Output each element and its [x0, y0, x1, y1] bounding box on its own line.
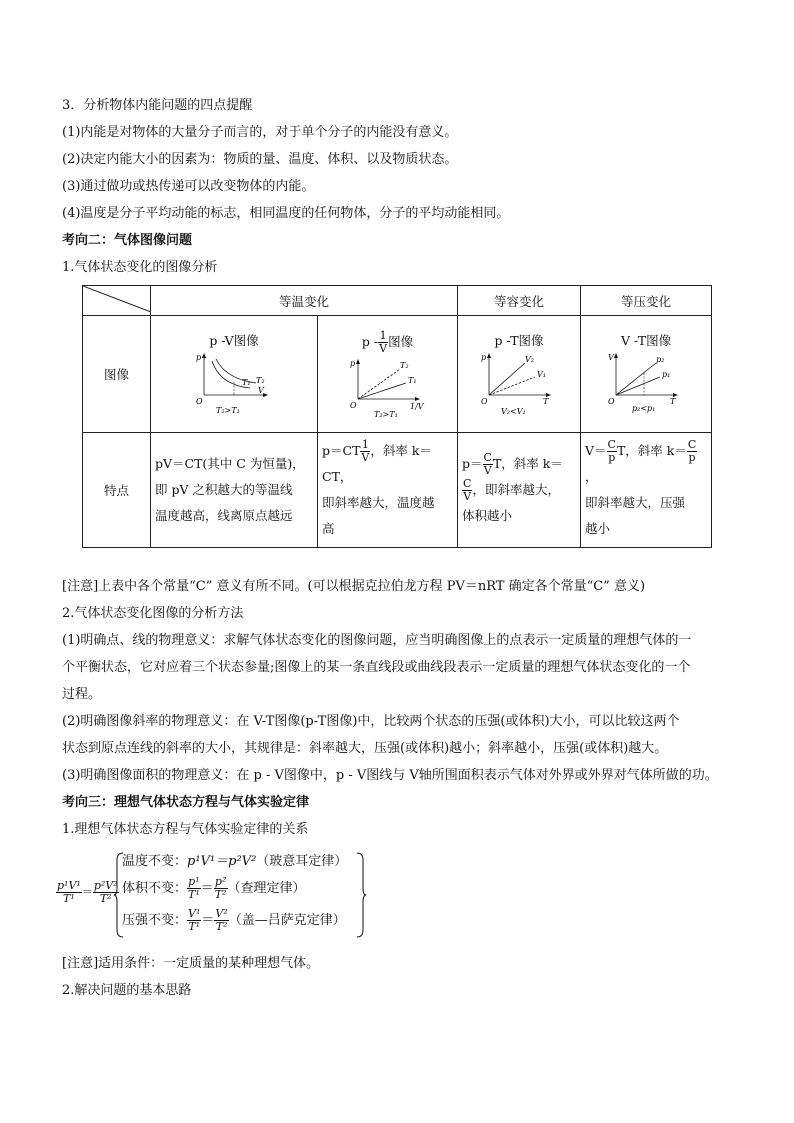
vt-origin-label: O: [608, 397, 615, 406]
feat4-c: ，: [585, 469, 598, 484]
section3-heading: 3．分析物体内能问题的四点提醒: [62, 98, 253, 113]
feat2-line1: [322, 438, 453, 490]
topic3-note: [注意]适用条件：一定质量的某种理想气体。: [62, 956, 320, 971]
topic2-note: [注意]上表中各个常量“C” 意义有所不同。(可以根据克拉伯龙方程 PV＝nRT 确定各个常量“C” 意义): [62, 579, 646, 594]
frac-num: 1: [361, 438, 369, 451]
graph-cell-pv: [151, 316, 318, 433]
graph-title-prefix: p -: [361, 333, 379, 349]
frac-num: 1: [379, 328, 387, 342]
pv-curve-t2: T₂: [256, 376, 265, 385]
graph-title-suffix: 图像: [388, 333, 414, 349]
topic2-title: 考向二：气体图像问题: [62, 233, 193, 248]
piv-origin-label: O: [349, 400, 357, 410]
method-line-4: (2)明确图像斜率的物理意义：在 V-T图像(p-T图像)中，比较两个状态的压强(或体积)大小，可以比较这两个: [62, 714, 680, 729]
pt-origin-label: O: [481, 397, 488, 406]
law-boyle-expr: p¹V¹＝p²V²: [187, 854, 257, 869]
vt-condition: p₂<p₁: [632, 404, 656, 413]
topic2-sub2: 2.气体状态变化图像的分析方法: [62, 606, 244, 621]
pt-x-label: T: [543, 397, 549, 406]
main-eq-sign: ＝: [81, 885, 93, 899]
topic3-title: 考向三：理想气体状态方程与气体实验定律: [62, 795, 310, 810]
law-charles-label: 体积不变：: [122, 881, 188, 896]
frac-num: p¹V¹: [57, 879, 81, 892]
main-equation: [56, 880, 119, 905]
feat4-frac2: [687, 439, 697, 464]
piv-condition: T₂>T₁: [373, 409, 398, 419]
piv-line-t1: T₁: [407, 375, 417, 385]
feat4-a: V＝: [585, 443, 607, 458]
one-over-v-fraction: [378, 330, 388, 355]
piv-line-t2: T₂: [399, 360, 409, 370]
feat2-b: ，斜率 k＝CT，: [322, 443, 432, 484]
diagonal-header-cell: [83, 286, 151, 316]
feature-isobaric: [581, 433, 712, 548]
topic3-sub1: 1.理想气体状态方程与气体实验定律的关系: [62, 822, 309, 837]
law-gay-lussac-label: 压强不变：: [122, 913, 188, 928]
header-isobaric: 等压变化: [581, 286, 712, 316]
gas-graph-table: [82, 285, 712, 548]
feat3-l2: ，即斜率越大，: [472, 482, 560, 497]
pv-condition: T₂>T₁: [216, 406, 240, 415]
feature-isothermal-p-inv-v: [318, 433, 458, 548]
feat2-a: p＝CT: [322, 443, 361, 458]
law-charles-isochoric: [122, 876, 306, 901]
method-line-3: 过程。: [62, 687, 102, 702]
frac-num: C: [607, 438, 616, 451]
frac-num: V²: [215, 907, 228, 920]
frac-den: V: [361, 451, 370, 464]
row-label-graph: 图像: [83, 316, 151, 433]
diagonal-line: [83, 286, 151, 312]
frac-den: T²: [99, 892, 112, 905]
law-charles-frac1: [187, 876, 201, 901]
law-charles-name: （查理定律）: [227, 881, 306, 896]
law-gay-lussac-eq: ＝: [201, 913, 215, 928]
frac-num: C: [687, 438, 697, 451]
vt-x-label: T: [670, 397, 676, 406]
vt-line-p2: p₂: [656, 355, 665, 364]
right-brace: [356, 852, 366, 938]
feat2-line3: 高: [322, 521, 335, 536]
graph-cell-vt: [581, 316, 712, 433]
method-line-6: (3)明确图像面积的物理意义：在 p - V图像中，p - V图线与 V轴所围面积表示气体对外界或外界对气体所做的功。: [62, 768, 718, 783]
feat3-line2: [462, 477, 576, 503]
pt-graph: [479, 351, 559, 417]
frac-num: C: [463, 477, 472, 490]
section3-point-1: (1)内能是对物体的大量分子而言的，对于单个分子的内能没有意义。: [62, 125, 458, 140]
feat2-frac: [360, 439, 370, 464]
frac-den: T¹: [188, 888, 200, 901]
feat3-a: p＝: [462, 456, 483, 471]
topic3-sub2: 2.解决问题的基本思路: [62, 983, 192, 998]
frac-num: C: [483, 451, 492, 464]
pt-condition: V₂<V₁: [501, 407, 526, 416]
vt-line-p1: p₁: [662, 370, 671, 379]
frac-den: T¹: [63, 892, 75, 905]
method-line-5: 状态到原点连线的斜率的大小，其规律是：斜率越大，压强(或体积)越小；斜率越小，压强(或体积)越大。: [62, 741, 668, 756]
graph-title-pt: p -T图像: [494, 333, 544, 348]
graph-title-vt: V -T图像: [620, 333, 672, 348]
method-line-1: (1)明确点、线的物理意义：求解气体状态变化的图像问题，应当明确图像上的点表示一定质量的理想气体的一: [62, 633, 692, 648]
feat1-line3: 温度越高，线离原点越远: [155, 508, 293, 523]
method-line-2: 个平衡状态，它对应着三个状态参量;图像上的某一条直线段或曲线段表示一定质量的理想气体状态变化的一个: [62, 660, 691, 675]
piv-y-label: p: [349, 358, 355, 368]
frac-num: V¹: [188, 907, 201, 920]
law-boyle-label: 温度不变：: [122, 854, 188, 869]
feature-isochoric: [458, 433, 581, 548]
frac-den: V: [483, 464, 492, 477]
feat4-b: T，斜率 k＝: [616, 443, 687, 458]
pt-line-v1: V₁: [537, 370, 546, 379]
feature-isothermal-pv: [151, 433, 318, 548]
vt-graph: [606, 351, 686, 417]
frac-num: p²V²: [93, 879, 118, 892]
law-gay-lussac-frac1: [187, 908, 201, 933]
graph-cell-pt: [458, 316, 581, 433]
law-boyle: [122, 850, 347, 869]
frac-den: T²: [214, 888, 227, 901]
law-boyle-name: （玻意耳定律）: [256, 854, 348, 869]
graph-title-pv: p -V图像: [209, 333, 259, 348]
feat3-line1: [462, 451, 576, 477]
header-isochoric: 等容变化: [458, 286, 581, 316]
frac-den: V: [463, 490, 472, 503]
feat4-line3: 越小: [585, 521, 611, 536]
law-gay-lussac-name: （盖—吕萨克定律）: [228, 913, 346, 928]
feat4-line2: 即斜率越大，压强: [585, 495, 686, 510]
topic2-sub1: 1.气体状态变化的图像分析: [62, 260, 218, 275]
law-gay-lussac-frac2: [214, 908, 228, 933]
frac-den: T¹: [188, 920, 201, 933]
feat4-line1: [585, 438, 707, 490]
feat3-line3: 体积越小: [462, 508, 513, 523]
feat1-line2: 即 pV 之积越大的等温线: [155, 482, 293, 497]
pv-origin-label: O: [196, 397, 203, 406]
main-eq-left: [56, 880, 82, 905]
piv-x-label: 1/V: [409, 401, 424, 411]
pt-line-v2: V₂: [525, 355, 534, 364]
pv-curve-t1: T₁: [242, 378, 251, 387]
feat4-frac: [607, 439, 617, 464]
feat1-line1: pV＝CT(其中 C 为恒量)，: [155, 456, 305, 471]
pv-x-label: V: [258, 386, 264, 395]
frac-den: V: [379, 341, 388, 355]
pv-y-label: p: [196, 353, 202, 362]
feat2-line2: 即斜率越大，温度越: [322, 495, 435, 510]
frac-den: T²: [215, 920, 228, 933]
feat3-b: T，斜率 k＝: [492, 456, 563, 471]
row-label-features: 特点: [83, 433, 151, 548]
law-charles-frac2: [214, 876, 228, 901]
pt-y-label: p: [481, 353, 487, 362]
graph-cell-p-inv-v: [318, 316, 458, 433]
feat3-frac2: [462, 478, 472, 503]
section3-point-2: (2)决定内能大小的因素为：物质的量、温度、体积、以及物质状态。: [62, 152, 458, 167]
header-isothermal: 等温变化: [151, 286, 458, 316]
gas-law-relation: [56, 850, 386, 940]
frac-num: p¹: [188, 875, 200, 888]
frac-den: p: [688, 451, 696, 464]
law-charles-eq: ＝: [200, 881, 214, 896]
frac-den: p: [608, 451, 616, 464]
vt-y-label: V: [608, 353, 614, 362]
section3-point-3: (3)通过做功或热传递可以改变物体的内能。: [62, 179, 315, 194]
law-gay-lussac: [122, 908, 346, 933]
feat3-frac: [483, 452, 493, 477]
section3-point-4: (4)温度是分子平均动能的标志，相同温度的任何物体，分子的平均动能相同。: [62, 206, 510, 221]
pv-graph: [194, 351, 274, 417]
frac-num: p²: [214, 875, 227, 888]
graph-title-p-inv-v: [322, 330, 453, 355]
p-inv-v-graph: [348, 357, 428, 419]
